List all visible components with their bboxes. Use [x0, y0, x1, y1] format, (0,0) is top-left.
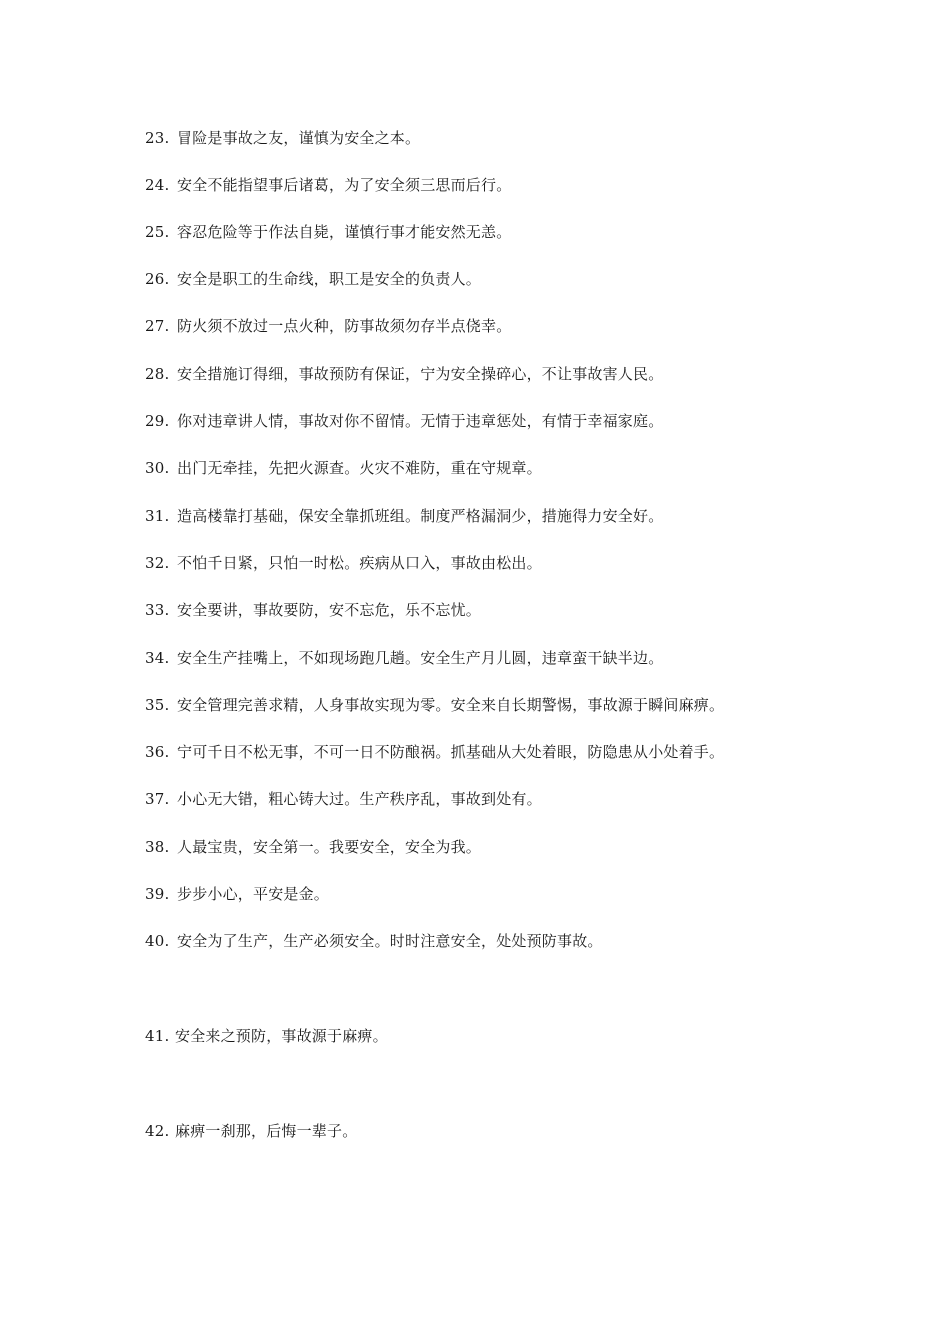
- list-item: [145, 364, 925, 384]
- list-item: [145, 175, 925, 195]
- item-text: 安全是职工的生命线，职工是安全的负责人。: [177, 270, 482, 288]
- list-item: [145, 553, 925, 573]
- item-number: 35.: [145, 696, 170, 714]
- list-item: [145, 837, 925, 857]
- list-item: [145, 742, 925, 762]
- item-number: 34.: [145, 649, 170, 667]
- item-text: 宁可千日不松无事，不可一日不防酿祸。抓基础从大处着眼，防隐患从小处着手。: [177, 743, 725, 761]
- item-text: 安全措施订得细，事故预防有保证，宁为安全操碎心，不让事故害人民。: [177, 365, 664, 383]
- list-item: [145, 789, 925, 809]
- item-text: 人最宝贵，安全第一。我要安全，安全为我。: [177, 838, 482, 856]
- item-number: 38.: [145, 838, 170, 856]
- item-number: 32.: [145, 554, 170, 572]
- list-item: [145, 1026, 925, 1046]
- item-text: 步步小心，平安是金。: [177, 885, 330, 903]
- list-item: [145, 269, 925, 289]
- item-number: 23.: [145, 129, 170, 147]
- item-text: 防火须不放过一点火种，防事故须勿存半点侥幸。: [177, 317, 512, 335]
- list-item: [145, 884, 925, 904]
- item-number: 24.: [145, 176, 170, 194]
- item-text: 安全生产挂嘴上，不如现场跑几趟。安全生产月儿圆，违章蛮干缺半边。: [177, 649, 664, 667]
- item-text: 安全管理完善求精，人身事故实现为零。安全来自长期警惕，事故源于瞬间麻痹。: [177, 696, 725, 714]
- item-text: 安全不能指望事后诸葛，为了安全须三思而后行。: [177, 176, 512, 194]
- item-number: 39.: [145, 885, 170, 903]
- item-number: 28.: [145, 365, 170, 383]
- item-number: 40.: [145, 932, 170, 950]
- item-text: 安全来之预防，事故源于麻痹。: [175, 1027, 388, 1045]
- item-number: 26.: [145, 270, 170, 288]
- list-item: [145, 222, 925, 242]
- list-item: [145, 695, 925, 715]
- item-number: 33.: [145, 601, 170, 619]
- list-item: [145, 458, 925, 478]
- item-text: 出门无牵挂，先把火源查。火灾不难防，重在守规章。: [177, 459, 542, 477]
- list-item: [145, 648, 925, 668]
- item-text: 小心无大错，粗心铸大过。生产秩序乱，事故到处有。: [177, 790, 542, 808]
- item-number: 29.: [145, 412, 170, 430]
- list-item: [145, 1121, 925, 1141]
- list-item: [145, 411, 925, 431]
- list-item: [145, 128, 925, 148]
- item-number: 31.: [145, 507, 170, 525]
- item-number: 37.: [145, 790, 170, 808]
- list-item: [145, 600, 925, 620]
- list-item: [145, 506, 925, 526]
- item-text: 冒险是事故之友，谨慎为安全之本。: [177, 129, 421, 147]
- item-number: 27.: [145, 317, 170, 335]
- item-number: 42.: [145, 1122, 170, 1140]
- item-number: 36.: [145, 743, 170, 761]
- item-number: 30.: [145, 459, 170, 477]
- item-text: 麻痹一刹那，后悔一辈子。: [175, 1122, 358, 1140]
- item-text: 你对违章讲人情，事故对你不留情。无情于违章惩处，有情于幸福家庭。: [177, 412, 664, 430]
- item-number: 41.: [145, 1027, 170, 1045]
- item-text: 容忍危险等于作法自毙，谨慎行事才能安然无恙。: [177, 223, 512, 241]
- item-text: 不怕千日紧，只怕一时松。疾病从口入，事故由松出。: [177, 554, 542, 572]
- item-text: 造高楼靠打基础，保安全靠抓班组。制度严格漏洞少，措施得力安全好。: [177, 507, 664, 525]
- item-text: 安全要讲，事故要防，安不忘危，乐不忘忧。: [177, 601, 482, 619]
- list-item: [145, 316, 925, 336]
- list-item: [145, 931, 925, 951]
- item-text: 安全为了生产，生产必须安全。时时注意安全，处处预防事故。: [177, 932, 603, 950]
- item-number: 25.: [145, 223, 170, 241]
